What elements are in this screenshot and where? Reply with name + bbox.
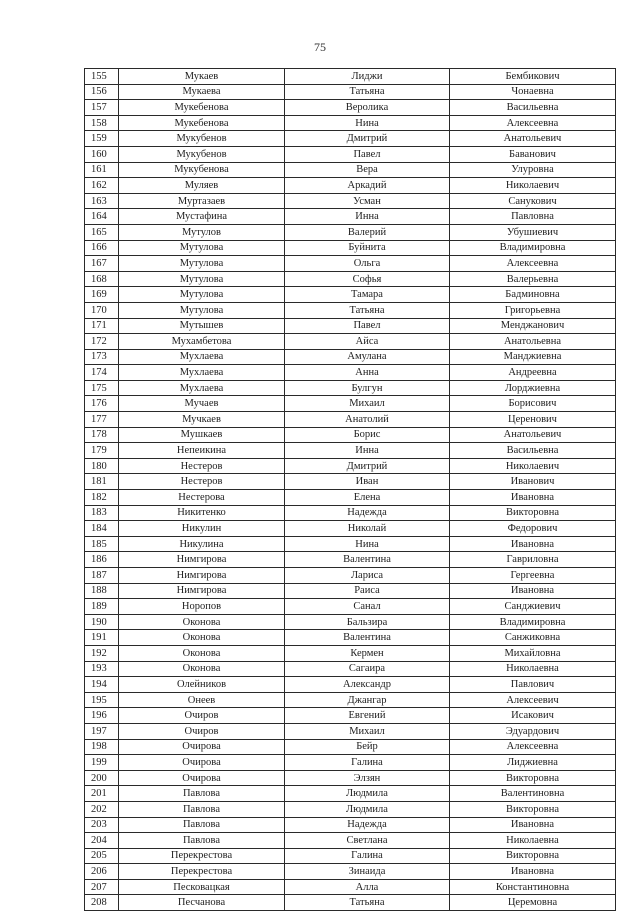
row-number-cell: 198 — [85, 739, 119, 755]
table-row — [85, 692, 616, 708]
patronymic-cell: Валерьевна — [450, 271, 616, 287]
table-row — [85, 661, 616, 677]
first-name-cell: Усман — [285, 193, 450, 209]
last-name-cell: Онеев — [119, 692, 285, 708]
first-name-cell: Раиса — [285, 583, 450, 599]
first-name-cell: Михаил — [285, 723, 450, 739]
first-name-cell: Алла — [285, 879, 450, 895]
patronymic-cell: Санукович — [450, 193, 616, 209]
last-name-cell: Павлова — [119, 801, 285, 817]
last-name-cell: Оконова — [119, 630, 285, 646]
row-number-cell: 169 — [85, 287, 119, 303]
patronymic-cell: Ивановна — [450, 490, 616, 506]
row-number-cell: 164 — [85, 209, 119, 225]
row-number-cell: 178 — [85, 427, 119, 443]
table-row — [85, 162, 616, 178]
patronymic-cell: Менджанович — [450, 318, 616, 334]
first-name-cell: Галина — [285, 848, 450, 864]
row-number-cell: 202 — [85, 801, 119, 817]
table-row — [85, 115, 616, 131]
table-row — [85, 427, 616, 443]
first-name-cell: Анатолий — [285, 412, 450, 428]
patronymic-cell: Васильевна — [450, 443, 616, 459]
last-name-cell: Нимгирова — [119, 552, 285, 568]
last-name-cell: Очиров — [119, 723, 285, 739]
row-number-cell: 167 — [85, 256, 119, 272]
last-name-cell: Муляев — [119, 178, 285, 194]
last-name-cell: Павлова — [119, 833, 285, 849]
table-row — [85, 536, 616, 552]
patronymic-cell: Бадминовна — [450, 287, 616, 303]
patronymic-cell: Манджиевна — [450, 349, 616, 365]
first-name-cell: Михаил — [285, 396, 450, 412]
first-name-cell: Иван — [285, 474, 450, 490]
table-row — [85, 630, 616, 646]
table-row — [85, 412, 616, 428]
last-name-cell: Мукубенова — [119, 162, 285, 178]
row-number-cell: 160 — [85, 146, 119, 162]
first-name-cell: Валентина — [285, 630, 450, 646]
row-number-cell: 163 — [85, 193, 119, 209]
last-name-cell: Мукаева — [119, 84, 285, 100]
first-name-cell: Татьяна — [285, 895, 450, 911]
last-name-cell: Нестеров — [119, 474, 285, 490]
last-name-cell: Нестерова — [119, 490, 285, 506]
row-number-cell: 205 — [85, 848, 119, 864]
row-number-cell: 155 — [85, 69, 119, 85]
patronymic-cell: Павлович — [450, 677, 616, 693]
patronymic-cell: Чонаевна — [450, 84, 616, 100]
patronymic-cell: Гавриловна — [450, 552, 616, 568]
table-row — [85, 349, 616, 365]
table-row — [85, 396, 616, 412]
first-name-cell: Людмила — [285, 786, 450, 802]
first-name-cell: Сагаира — [285, 661, 450, 677]
row-number-cell: 193 — [85, 661, 119, 677]
first-name-cell: Татьяна — [285, 84, 450, 100]
first-name-cell: Софья — [285, 271, 450, 287]
row-number-cell: 196 — [85, 708, 119, 724]
last-name-cell: Песчанова — [119, 895, 285, 911]
first-name-cell: Галина — [285, 755, 450, 771]
table-row — [85, 505, 616, 521]
patronymic-cell: Алексеевич — [450, 692, 616, 708]
row-number-cell: 184 — [85, 521, 119, 537]
table-row — [85, 287, 616, 303]
first-name-cell: Буйнита — [285, 240, 450, 256]
last-name-cell: Мучкаев — [119, 412, 285, 428]
table-row — [85, 69, 616, 85]
table-row — [85, 864, 616, 880]
patronymic-cell: Михайловна — [450, 645, 616, 661]
last-name-cell: Оконова — [119, 614, 285, 630]
row-number-cell: 194 — [85, 677, 119, 693]
table-row — [85, 131, 616, 147]
last-name-cell: Мухамбетова — [119, 334, 285, 350]
row-number-cell: 188 — [85, 583, 119, 599]
patronymic-cell: Константиновна — [450, 879, 616, 895]
table-row — [85, 380, 616, 396]
page-number: 75 — [314, 40, 326, 54]
patronymic-cell: Бембикович — [450, 69, 616, 85]
patronymic-cell: Эдуардович — [450, 723, 616, 739]
first-name-cell: Бальзира — [285, 614, 450, 630]
first-name-cell: Джангар — [285, 692, 450, 708]
first-name-cell: Ольга — [285, 256, 450, 272]
first-name-cell: Евгений — [285, 708, 450, 724]
patronymic-cell: Григорьевна — [450, 302, 616, 318]
row-number-cell: 166 — [85, 240, 119, 256]
table-row — [85, 302, 616, 318]
first-name-cell: Павел — [285, 146, 450, 162]
patronymic-cell: Гергеевна — [450, 568, 616, 584]
row-number-cell: 191 — [85, 630, 119, 646]
patronymic-cell: Анатольевич — [450, 131, 616, 147]
last-name-cell: Павлова — [119, 817, 285, 833]
last-name-cell: Очиров — [119, 708, 285, 724]
table-row — [85, 271, 616, 287]
row-number-cell: 201 — [85, 786, 119, 802]
patronymic-cell: Анатольевна — [450, 334, 616, 350]
row-number-cell: 203 — [85, 817, 119, 833]
first-name-cell: Лиджи — [285, 69, 450, 85]
last-name-cell: Мукубенов — [119, 131, 285, 147]
table-row — [85, 708, 616, 724]
table-row — [85, 365, 616, 381]
last-name-cell: Оконова — [119, 661, 285, 677]
last-name-cell: Нестеров — [119, 458, 285, 474]
first-name-cell: Булгун — [285, 380, 450, 396]
patronymic-cell: Васильевна — [450, 100, 616, 116]
first-name-cell: Зинаида — [285, 864, 450, 880]
last-name-cell: Муртазаев — [119, 193, 285, 209]
first-name-cell: Людмила — [285, 801, 450, 817]
patronymic-cell: Баванович — [450, 146, 616, 162]
table-row — [85, 755, 616, 771]
row-number-cell: 175 — [85, 380, 119, 396]
table-row — [85, 209, 616, 225]
row-number-cell: 173 — [85, 349, 119, 365]
row-number-cell: 190 — [85, 614, 119, 630]
last-name-cell: Никулин — [119, 521, 285, 537]
table-row — [85, 770, 616, 786]
first-name-cell: Санал — [285, 599, 450, 615]
first-name-cell: Светлана — [285, 833, 450, 849]
row-number-cell: 174 — [85, 365, 119, 381]
row-number-cell: 186 — [85, 552, 119, 568]
patronymic-cell: Ивановна — [450, 817, 616, 833]
last-name-cell: Мутулова — [119, 302, 285, 318]
table-row — [85, 100, 616, 116]
first-name-cell: Амулана — [285, 349, 450, 365]
first-name-cell: Надежда — [285, 817, 450, 833]
last-name-cell: Мукубенов — [119, 146, 285, 162]
table-row — [85, 568, 616, 584]
last-name-cell: Очирова — [119, 755, 285, 771]
row-number-cell: 192 — [85, 645, 119, 661]
table-row — [85, 458, 616, 474]
last-name-cell: Мукаев — [119, 69, 285, 85]
row-number-cell: 172 — [85, 334, 119, 350]
table-row — [85, 224, 616, 240]
patronymic-cell: Федорович — [450, 521, 616, 537]
last-name-cell: Мутулова — [119, 271, 285, 287]
table-row — [85, 895, 616, 911]
patronymic-cell: Викторовна — [450, 505, 616, 521]
table-row — [85, 786, 616, 802]
patronymic-cell: Валентиновна — [450, 786, 616, 802]
row-number-cell: 177 — [85, 412, 119, 428]
patronymic-cell: Владимировна — [450, 614, 616, 630]
row-number-cell: 189 — [85, 599, 119, 615]
row-number-cell: 182 — [85, 490, 119, 506]
table-row — [85, 521, 616, 537]
last-name-cell: Очирова — [119, 770, 285, 786]
first-name-cell: Борис — [285, 427, 450, 443]
last-name-cell: Мухлаева — [119, 380, 285, 396]
row-number-cell: 156 — [85, 84, 119, 100]
last-name-cell: Мухлаева — [119, 365, 285, 381]
patronymic-cell: Алексеевна — [450, 115, 616, 131]
table-row — [85, 848, 616, 864]
row-number-cell: 176 — [85, 396, 119, 412]
row-number-cell: 159 — [85, 131, 119, 147]
row-number-cell: 199 — [85, 755, 119, 771]
patronymic-cell: Лиджиевна — [450, 755, 616, 771]
patronymic-cell: Санжиковна — [450, 630, 616, 646]
row-number-cell: 179 — [85, 443, 119, 459]
patronymic-cell: Викторовна — [450, 801, 616, 817]
last-name-cell: Мучаев — [119, 396, 285, 412]
row-number-cell: 197 — [85, 723, 119, 739]
first-name-cell: Вера — [285, 162, 450, 178]
row-number-cell: 165 — [85, 224, 119, 240]
row-number-cell: 181 — [85, 474, 119, 490]
table-row — [85, 879, 616, 895]
row-number-cell: 187 — [85, 568, 119, 584]
last-name-cell: Нимгирова — [119, 568, 285, 584]
first-name-cell: Татьяна — [285, 302, 450, 318]
table-row — [85, 474, 616, 490]
table-row — [85, 801, 616, 817]
patronymic-cell: Викторовна — [450, 848, 616, 864]
patronymic-cell: Алексеевна — [450, 256, 616, 272]
row-number-cell: 171 — [85, 318, 119, 334]
first-name-cell: Тамара — [285, 287, 450, 303]
last-name-cell: Непеикина — [119, 443, 285, 459]
table-row — [85, 490, 616, 506]
first-name-cell: Инна — [285, 209, 450, 225]
last-name-cell: Мутышев — [119, 318, 285, 334]
last-name-cell: Олейников — [119, 677, 285, 693]
first-name-cell: Анна — [285, 365, 450, 381]
table-row — [85, 146, 616, 162]
table-row — [85, 599, 616, 615]
patronymic-cell: Санджиевич — [450, 599, 616, 615]
first-name-cell: Лариса — [285, 568, 450, 584]
first-name-cell: Николай — [285, 521, 450, 537]
last-name-cell: Очирова — [119, 739, 285, 755]
last-name-cell: Мушкаев — [119, 427, 285, 443]
patronymic-cell: Анатольевич — [450, 427, 616, 443]
patronymic-cell: Ивановна — [450, 583, 616, 599]
last-name-cell: Мутулова — [119, 256, 285, 272]
row-number-cell: 206 — [85, 864, 119, 880]
patronymic-cell: Борисович — [450, 396, 616, 412]
patronymic-cell: Исакович — [450, 708, 616, 724]
table-row — [85, 443, 616, 459]
table-row — [85, 739, 616, 755]
table-row — [85, 614, 616, 630]
table-row — [85, 645, 616, 661]
table-row — [85, 723, 616, 739]
last-name-cell: Перекрестова — [119, 864, 285, 880]
last-name-cell: Мукебенова — [119, 100, 285, 116]
patronymic-cell: Николаевич — [450, 458, 616, 474]
row-number-cell: 161 — [85, 162, 119, 178]
last-name-cell: Оконова — [119, 645, 285, 661]
patronymic-cell: Иванович — [450, 474, 616, 490]
first-name-cell: Нина — [285, 115, 450, 131]
row-number-cell: 157 — [85, 100, 119, 116]
patronymic-cell: Церенович — [450, 412, 616, 428]
table-row — [85, 583, 616, 599]
first-name-cell: Нина — [285, 536, 450, 552]
table-row — [85, 318, 616, 334]
row-number-cell: 168 — [85, 271, 119, 287]
last-name-cell: Нимгирова — [119, 583, 285, 599]
first-name-cell: Кермен — [285, 645, 450, 661]
table-row — [85, 334, 616, 350]
first-name-cell: Веролика — [285, 100, 450, 116]
table-row — [85, 552, 616, 568]
patronymic-cell: Викторовна — [450, 770, 616, 786]
patronymic-cell: Николаевич — [450, 178, 616, 194]
first-name-cell: Дмитрий — [285, 131, 450, 147]
first-name-cell: Айса — [285, 334, 450, 350]
row-number-cell: 170 — [85, 302, 119, 318]
row-number-cell: 183 — [85, 505, 119, 521]
table-row — [85, 817, 616, 833]
roster-table — [84, 68, 616, 911]
last-name-cell: Мукебенова — [119, 115, 285, 131]
last-name-cell: Мухлаева — [119, 349, 285, 365]
patronymic-cell: Ивановна — [450, 864, 616, 880]
last-name-cell: Норопов — [119, 599, 285, 615]
first-name-cell: Бейр — [285, 739, 450, 755]
table-row — [85, 84, 616, 100]
last-name-cell: Мутулова — [119, 240, 285, 256]
patronymic-cell: Ивановна — [450, 536, 616, 552]
first-name-cell: Надежда — [285, 505, 450, 521]
patronymic-cell: Улуровна — [450, 162, 616, 178]
table-row — [85, 178, 616, 194]
last-name-cell: Мутулов — [119, 224, 285, 240]
patronymic-cell: Алексеевна — [450, 739, 616, 755]
table-row — [85, 677, 616, 693]
table-row — [85, 256, 616, 272]
patronymic-cell: Павловна — [450, 209, 616, 225]
first-name-cell: Инна — [285, 443, 450, 459]
patronymic-cell: Николаевна — [450, 661, 616, 677]
patronymic-cell: Николаевна — [450, 833, 616, 849]
table-row — [85, 240, 616, 256]
row-number-cell: 185 — [85, 536, 119, 552]
patronymic-cell: Лорджиевна — [450, 380, 616, 396]
row-number-cell: 162 — [85, 178, 119, 194]
table-row — [85, 833, 616, 849]
row-number-cell: 180 — [85, 458, 119, 474]
last-name-cell: Никитенко — [119, 505, 285, 521]
last-name-cell: Мутулова — [119, 287, 285, 303]
row-number-cell: 200 — [85, 770, 119, 786]
row-number-cell: 208 — [85, 895, 119, 911]
first-name-cell: Валентина — [285, 552, 450, 568]
first-name-cell: Дмитрий — [285, 458, 450, 474]
patronymic-cell: Владимировна — [450, 240, 616, 256]
patronymic-cell: Церемовна — [450, 895, 616, 911]
first-name-cell: Александр — [285, 677, 450, 693]
last-name-cell: Перекрестова — [119, 848, 285, 864]
roster-table-body — [85, 69, 616, 911]
last-name-cell: Песковацкая — [119, 879, 285, 895]
row-number-cell: 204 — [85, 833, 119, 849]
last-name-cell: Павлова — [119, 786, 285, 802]
last-name-cell: Никулина — [119, 536, 285, 552]
row-number-cell: 207 — [85, 879, 119, 895]
row-number-cell: 195 — [85, 692, 119, 708]
first-name-cell: Павел — [285, 318, 450, 334]
row-number-cell: 158 — [85, 115, 119, 131]
first-name-cell: Аркадий — [285, 178, 450, 194]
first-name-cell: Элзян — [285, 770, 450, 786]
patronymic-cell: Убушиевич — [450, 224, 616, 240]
table-row — [85, 193, 616, 209]
patronymic-cell: Андреевна — [450, 365, 616, 381]
last-name-cell: Мустафина — [119, 209, 285, 225]
first-name-cell: Елена — [285, 490, 450, 506]
first-name-cell: Валерий — [285, 224, 450, 240]
